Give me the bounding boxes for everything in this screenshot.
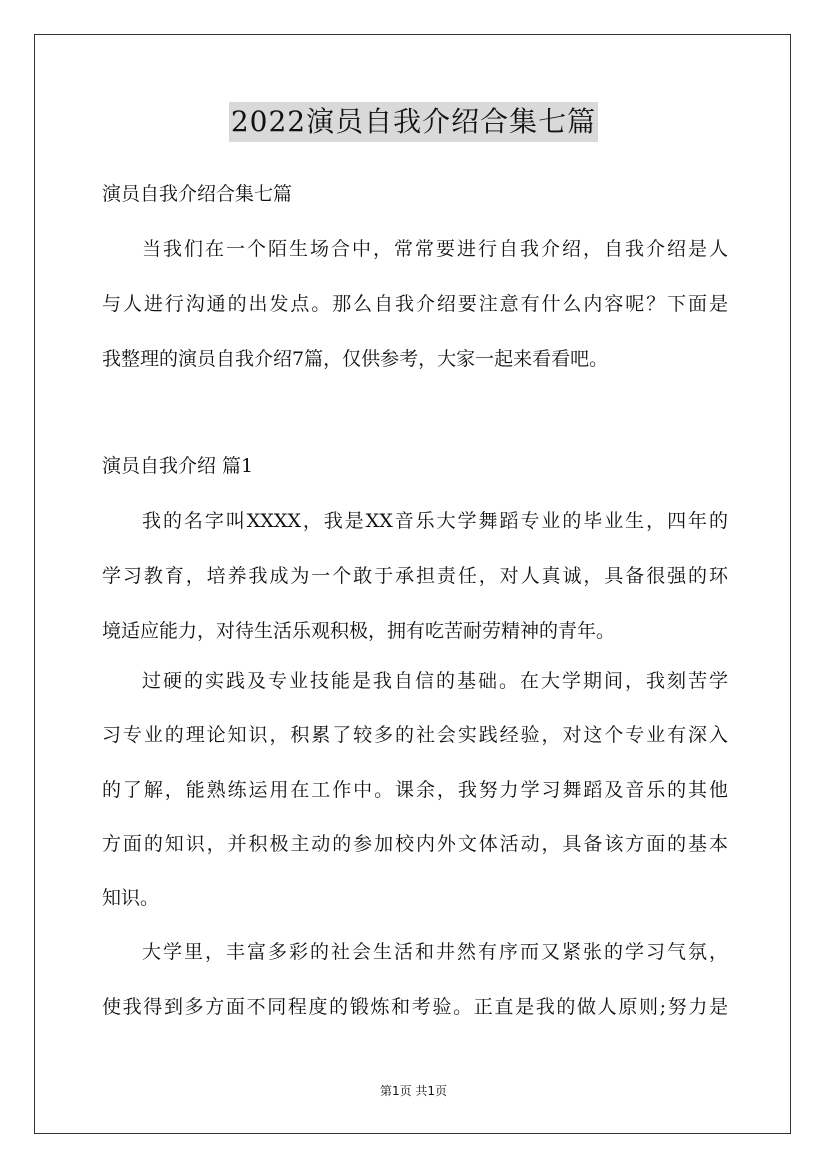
para1-line-1: 我的名字叫XXXX，我是XX音乐大学舞蹈专业的毕业生，四年的 [142,510,728,532]
para2-line-5: 知识。 [102,887,160,909]
section-heading: 演员自我介绍 篇1 [102,455,254,477]
para3-line-2: 使我得到多方面不同程度的锻炼和考验。正直是我的做人原则;努力是 [102,996,728,1018]
document-subtitle: 演员自我介绍合集七篇 [102,183,293,205]
para2-line-2: 习专业的理论知识，积累了较多的社会实践经验，对这个专业有深入 [102,724,728,746]
intro-line-1: 当我们在一个陌生场合中，常常要进行自我介绍，自我介绍是人 [142,238,728,260]
document-title: 2022演员自我介绍合集七篇 [229,102,598,142]
page-number: 第1页 共1页 [379,1084,448,1098]
intro-line-2: 与人进行沟通的出发点。那么自我介绍要注意有什么内容呢？下面是 [102,293,728,315]
para1-line-2: 学习教育，培养我成为一个敢于承担责任，对人真诚，具备很强的环 [102,565,728,587]
para2-line-3: 的了解，能熟练运用在工作中。课余，我努力学习舞蹈及音乐的其他 [102,779,728,801]
para3-line-1: 大学里，丰富多彩的社会生活和井然有序而又紧张的学习气氛， [142,941,728,963]
title-container [0,102,827,142]
intro-line-3: 我整理的演员自我介绍7篇，仅供参考，大家一起来看看吧。 [102,348,609,370]
para2-line-4: 方面的知识，并积极主动的参加校内外文体活动，具备该方面的基本 [102,833,728,855]
para1-line-3: 境适应能力，对待生活乐观积极，拥有吃苦耐劳精神的青年。 [102,620,616,642]
page-footer [0,1083,827,1099]
para2-line-1: 过硬的实践及专业技能是我自信的基础。在大学期间，我刻苦学 [142,670,728,692]
